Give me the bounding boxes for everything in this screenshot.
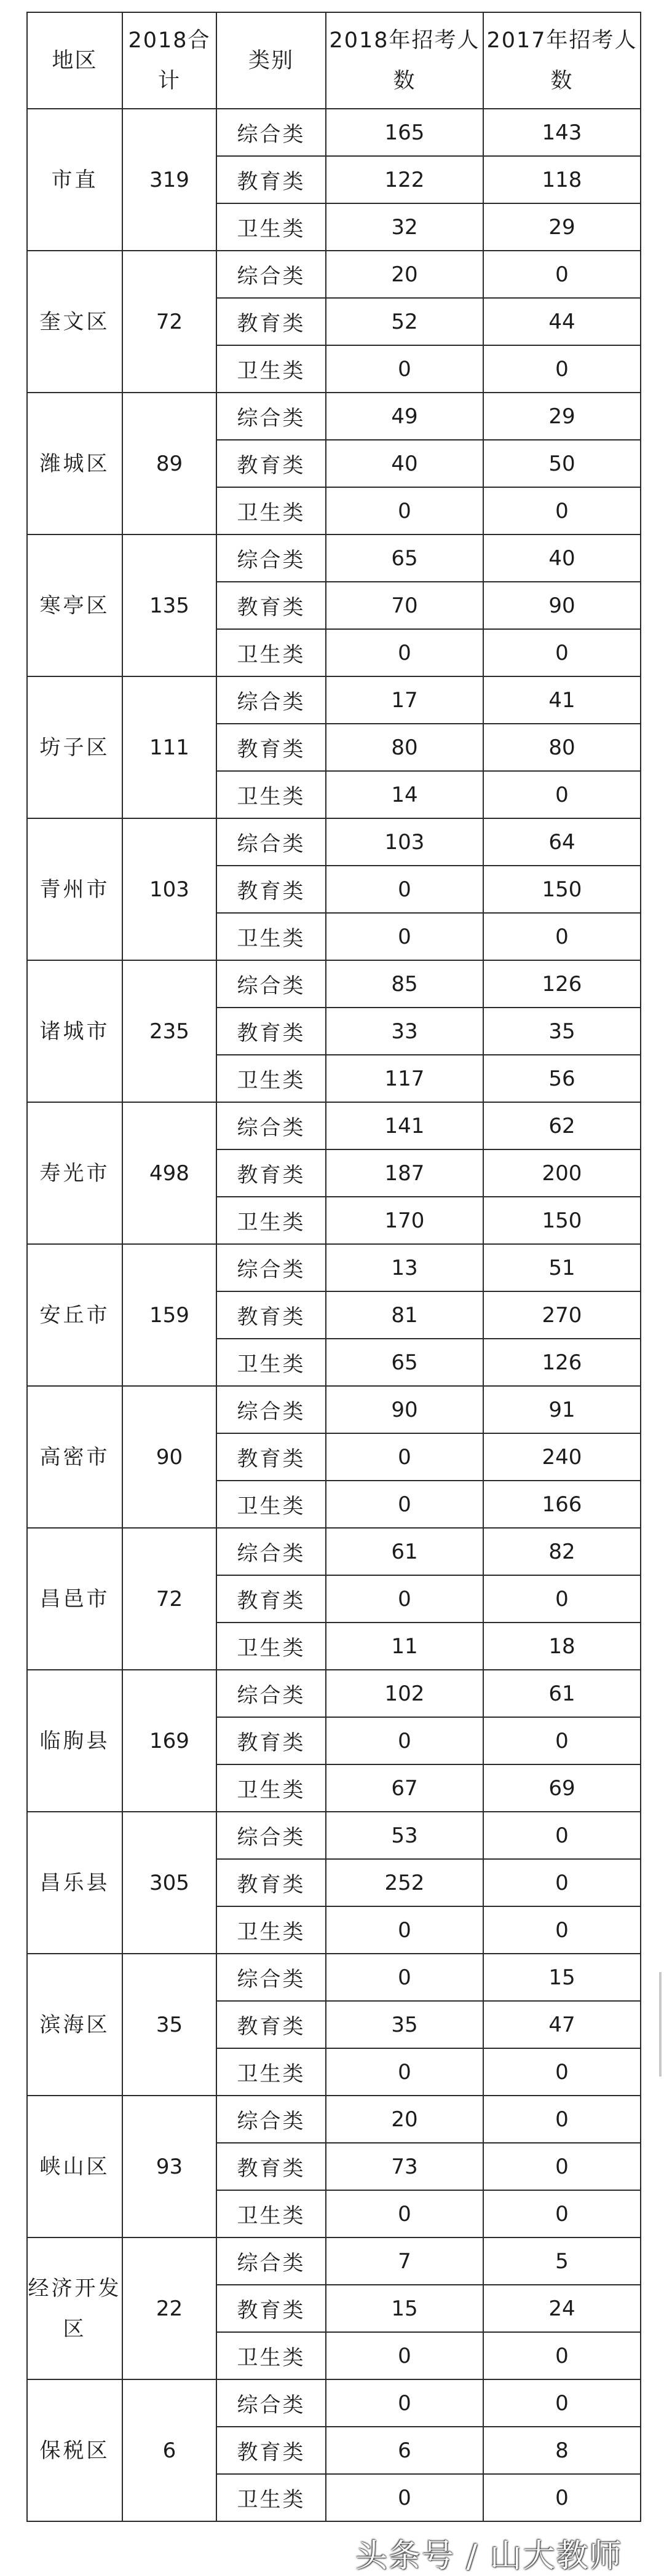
table-body <box>27 109 641 2521</box>
header-region: 地区 <box>27 12 122 109</box>
count-2017-cell: 0 <box>483 771 641 818</box>
count-2017-cell: 69 <box>483 1764 641 1812</box>
region-total-cell: 72 <box>122 1528 216 1670</box>
category-cell: 综合类 <box>216 960 326 1008</box>
category-cell: 综合类 <box>216 1102 326 1149</box>
region-total-cell: 72 <box>122 251 216 393</box>
count-2017-cell: 0 <box>483 251 641 298</box>
category-cell: 教育类 <box>216 1149 326 1197</box>
count-2017-cell: 0 <box>483 1906 641 1954</box>
table-row <box>27 818 641 866</box>
count-2018-cell: 122 <box>326 156 483 203</box>
category-cell: 综合类 <box>216 818 326 866</box>
count-2018-cell: 0 <box>326 2379 483 2427</box>
count-2017-cell: 270 <box>483 1291 641 1339</box>
count-2018-cell: 15 <box>326 2285 483 2332</box>
count-2018-cell: 49 <box>326 393 483 440</box>
header-total: 2018合计 <box>122 12 216 109</box>
count-2018-cell: 165 <box>326 109 483 156</box>
count-2018-cell: 0 <box>326 1481 483 1528</box>
count-2018-cell: 0 <box>326 2190 483 2237</box>
category-cell: 卫生类 <box>216 2190 326 2237</box>
region-cell: 坊子区 <box>27 676 122 818</box>
count-2018-cell: 20 <box>326 2096 483 2143</box>
category-cell: 综合类 <box>216 1386 326 1433</box>
region-cell: 潍城区 <box>27 393 122 534</box>
category-cell: 卫生类 <box>216 1481 326 1528</box>
category-cell: 教育类 <box>216 724 326 771</box>
count-2017-cell: 143 <box>483 109 641 156</box>
count-2018-cell: 0 <box>326 1906 483 1954</box>
count-2018-cell: 187 <box>326 1149 483 1197</box>
count-2017-cell: 56 <box>483 1055 641 1102</box>
count-2017-cell: 29 <box>483 203 641 251</box>
count-2017-cell: 47 <box>483 2001 641 2048</box>
count-2017-cell: 0 <box>483 913 641 960</box>
category-cell: 教育类 <box>216 298 326 345</box>
category-cell: 卫生类 <box>216 629 326 676</box>
category-cell: 综合类 <box>216 2096 326 2143</box>
table-row <box>27 1670 641 1717</box>
category-cell: 综合类 <box>216 1954 326 2001</box>
category-cell: 综合类 <box>216 393 326 440</box>
region-total-cell: 89 <box>122 393 216 534</box>
count-2017-cell: 166 <box>483 1481 641 1528</box>
count-2017-cell: 0 <box>483 2048 641 2096</box>
region-total-cell: 169 <box>122 1670 216 1812</box>
category-cell: 卫生类 <box>216 913 326 960</box>
region-total-cell: 159 <box>122 1244 216 1386</box>
count-2018-cell: 80 <box>326 724 483 771</box>
region-total-cell: 6 <box>122 2379 216 2521</box>
region-total-cell: 498 <box>122 1102 216 1244</box>
table-header <box>27 12 641 109</box>
count-2017-cell: 61 <box>483 1670 641 1717</box>
region-total-cell: 93 <box>122 2096 216 2237</box>
table-row <box>27 534 641 582</box>
count-2017-cell: 0 <box>483 1717 641 1764</box>
category-cell: 教育类 <box>216 866 326 913</box>
category-cell: 教育类 <box>216 1717 326 1764</box>
table-row <box>27 2096 641 2143</box>
category-cell: 教育类 <box>216 2143 326 2190</box>
count-2017-cell: 0 <box>483 2143 641 2190</box>
watermark-text: 头条号 / 山大教师 <box>355 2538 623 2575</box>
category-cell: 教育类 <box>216 1575 326 1623</box>
count-2017-cell: 82 <box>483 1528 641 1575</box>
table-row <box>27 251 641 298</box>
table-row <box>27 1244 641 1291</box>
region-total-cell: 135 <box>122 534 216 676</box>
count-2017-cell: 50 <box>483 440 641 487</box>
count-2018-cell: 0 <box>326 487 483 534</box>
region-cell: 寒亭区 <box>27 534 122 676</box>
region-cell: 奎文区 <box>27 251 122 393</box>
count-2017-cell: 62 <box>483 1102 641 1149</box>
category-cell: 教育类 <box>216 1291 326 1339</box>
table-row <box>27 109 641 156</box>
region-cell: 峡山区 <box>27 2096 122 2237</box>
header-2017-count: 2017年招考人数 <box>483 12 641 109</box>
count-2018-cell: 13 <box>326 1244 483 1291</box>
category-cell: 教育类 <box>216 1433 326 1481</box>
count-2017-cell: 150 <box>483 866 641 913</box>
count-2018-cell: 0 <box>326 2474 483 2521</box>
count-2018-cell: 0 <box>326 2332 483 2379</box>
region-cell: 寿光市 <box>27 1102 122 1244</box>
count-2017-cell: 64 <box>483 818 641 866</box>
category-cell: 教育类 <box>216 2001 326 2048</box>
table-row <box>27 393 641 440</box>
count-2018-cell: 0 <box>326 2048 483 2096</box>
count-2018-cell: 0 <box>326 1717 483 1764</box>
category-cell: 教育类 <box>216 440 326 487</box>
count-2017-cell: 0 <box>483 2096 641 2143</box>
count-2017-cell: 0 <box>483 2474 641 2521</box>
count-2018-cell: 70 <box>326 582 483 629</box>
category-cell: 卫生类 <box>216 2332 326 2379</box>
count-2018-cell: 33 <box>326 1008 483 1055</box>
category-cell: 综合类 <box>216 2379 326 2427</box>
count-2017-cell: 18 <box>483 1623 641 1670</box>
count-2018-cell: 0 <box>326 866 483 913</box>
table-row <box>27 2237 641 2285</box>
count-2017-cell: 0 <box>483 487 641 534</box>
scrollbar-mark <box>659 1972 662 2077</box>
count-2017-cell: 24 <box>483 2285 641 2332</box>
count-2018-cell: 11 <box>326 1623 483 1670</box>
count-2018-cell: 90 <box>326 1386 483 1433</box>
count-2017-cell: 0 <box>483 629 641 676</box>
table-row <box>27 960 641 1008</box>
category-cell: 教育类 <box>216 2285 326 2332</box>
count-2018-cell: 103 <box>326 818 483 866</box>
count-2018-cell: 14 <box>326 771 483 818</box>
category-cell: 卫生类 <box>216 345 326 393</box>
region-total-cell: 90 <box>122 1386 216 1528</box>
count-2018-cell: 35 <box>326 2001 483 2048</box>
category-cell: 综合类 <box>216 2237 326 2285</box>
region-cell: 昌乐县 <box>27 1812 122 1954</box>
count-2017-cell: 0 <box>483 2379 641 2427</box>
category-cell: 卫生类 <box>216 1764 326 1812</box>
table-row <box>27 1954 641 2001</box>
count-2018-cell: 20 <box>326 251 483 298</box>
count-2018-cell: 67 <box>326 1764 483 1812</box>
category-cell: 教育类 <box>216 1008 326 1055</box>
count-2018-cell: 52 <box>326 298 483 345</box>
count-2018-cell: 6 <box>326 2427 483 2474</box>
category-cell: 卫生类 <box>216 1906 326 1954</box>
count-2017-cell: 150 <box>483 1197 641 1244</box>
region-cell: 诸城市 <box>27 960 122 1102</box>
count-2017-cell: 29 <box>483 393 641 440</box>
region-cell: 滨海区 <box>27 1954 122 2096</box>
count-2017-cell: 126 <box>483 1339 641 1386</box>
count-2017-cell: 200 <box>483 1149 641 1197</box>
category-cell: 综合类 <box>216 1244 326 1291</box>
table-row <box>27 1386 641 1433</box>
count-2018-cell: 81 <box>326 1291 483 1339</box>
count-2018-cell: 252 <box>326 1859 483 1906</box>
count-2018-cell: 117 <box>326 1055 483 1102</box>
header-2018-count: 2018年招考人数 <box>326 12 483 109</box>
region-total-cell: 235 <box>122 960 216 1102</box>
category-cell: 卫生类 <box>216 1339 326 1386</box>
category-cell: 卫生类 <box>216 1055 326 1102</box>
table-row <box>27 1102 641 1149</box>
category-cell: 卫生类 <box>216 1623 326 1670</box>
category-cell: 教育类 <box>216 2427 326 2474</box>
category-cell: 卫生类 <box>216 771 326 818</box>
count-2018-cell: 53 <box>326 1812 483 1859</box>
count-2018-cell: 0 <box>326 1575 483 1623</box>
count-2017-cell: 0 <box>483 2190 641 2237</box>
region-total-cell: 305 <box>122 1812 216 1954</box>
region-cell: 昌邑市 <box>27 1528 122 1670</box>
count-2017-cell: 91 <box>483 1386 641 1433</box>
count-2017-cell: 0 <box>483 1859 641 1906</box>
count-2017-cell: 35 <box>483 1008 641 1055</box>
region-cell: 安丘市 <box>27 1244 122 1386</box>
region-cell: 临朐县 <box>27 1670 122 1812</box>
count-2018-cell: 32 <box>326 203 483 251</box>
table-row <box>27 2379 641 2427</box>
category-cell: 教育类 <box>216 156 326 203</box>
region-cell: 青州市 <box>27 818 122 960</box>
count-2018-cell: 0 <box>326 1954 483 2001</box>
header-row <box>27 12 641 109</box>
count-2017-cell: 90 <box>483 582 641 629</box>
category-cell: 综合类 <box>216 1812 326 1859</box>
count-2018-cell: 65 <box>326 534 483 582</box>
count-2018-cell: 102 <box>326 1670 483 1717</box>
category-cell: 卫生类 <box>216 487 326 534</box>
count-2017-cell: 44 <box>483 298 641 345</box>
count-2018-cell: 7 <box>326 2237 483 2285</box>
recruitment-table <box>26 12 641 2522</box>
count-2017-cell: 8 <box>483 2427 641 2474</box>
count-2017-cell: 0 <box>483 1575 641 1623</box>
count-2017-cell: 0 <box>483 1812 641 1859</box>
region-total-cell: 35 <box>122 1954 216 2096</box>
count-2017-cell: 51 <box>483 1244 641 1291</box>
count-2018-cell: 0 <box>326 1433 483 1481</box>
table-row <box>27 676 641 724</box>
count-2017-cell: 15 <box>483 1954 641 2001</box>
count-2018-cell: 73 <box>326 2143 483 2190</box>
region-cell: 经济开发区 <box>27 2237 122 2379</box>
count-2018-cell: 61 <box>326 1528 483 1575</box>
count-2017-cell: 5 <box>483 2237 641 2285</box>
category-cell: 综合类 <box>216 1528 326 1575</box>
count-2017-cell: 118 <box>483 156 641 203</box>
count-2017-cell: 0 <box>483 2332 641 2379</box>
count-2018-cell: 17 <box>326 676 483 724</box>
table-row <box>27 1528 641 1575</box>
region-total-cell: 22 <box>122 2237 216 2379</box>
count-2018-cell: 65 <box>326 1339 483 1386</box>
count-2017-cell: 40 <box>483 534 641 582</box>
region-total-cell: 103 <box>122 818 216 960</box>
count-2018-cell: 0 <box>326 913 483 960</box>
category-cell: 综合类 <box>216 534 326 582</box>
region-total-cell: 111 <box>122 676 216 818</box>
count-2018-cell: 141 <box>326 1102 483 1149</box>
region-cell: 市直 <box>27 109 122 251</box>
category-cell: 综合类 <box>216 109 326 156</box>
count-2017-cell: 126 <box>483 960 641 1008</box>
count-2018-cell: 85 <box>326 960 483 1008</box>
count-2017-cell: 41 <box>483 676 641 724</box>
region-total-cell: 319 <box>122 109 216 251</box>
region-cell: 保税区 <box>27 2379 122 2521</box>
category-cell: 综合类 <box>216 676 326 724</box>
region-cell: 高密市 <box>27 1386 122 1528</box>
category-cell: 教育类 <box>216 582 326 629</box>
category-cell: 综合类 <box>216 1670 326 1717</box>
count-2018-cell: 0 <box>326 345 483 393</box>
count-2018-cell: 170 <box>326 1197 483 1244</box>
table-row <box>27 1812 641 1859</box>
count-2018-cell: 40 <box>326 440 483 487</box>
category-cell: 卫生类 <box>216 2474 326 2521</box>
header-category: 类别 <box>216 12 326 109</box>
category-cell: 卫生类 <box>216 203 326 251</box>
count-2017-cell: 80 <box>483 724 641 771</box>
count-2017-cell: 240 <box>483 1433 641 1481</box>
category-cell: 卫生类 <box>216 2048 326 2096</box>
category-cell: 卫生类 <box>216 1197 326 1244</box>
count-2018-cell: 0 <box>326 629 483 676</box>
category-cell: 综合类 <box>216 251 326 298</box>
count-2017-cell: 0 <box>483 345 641 393</box>
category-cell: 教育类 <box>216 1859 326 1906</box>
